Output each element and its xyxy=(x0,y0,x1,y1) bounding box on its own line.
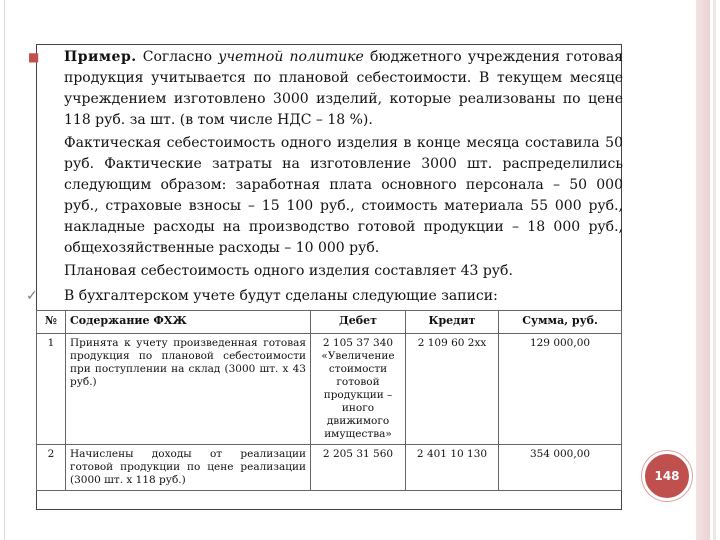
transactions-table xyxy=(36,310,622,491)
planned-cost-paragraph xyxy=(18,261,623,282)
row-number: 1 xyxy=(37,334,66,445)
planned-cost-text: Плановая себестоимость одного изделия составляет 43 руб. xyxy=(64,263,513,279)
entries-intro-paragraph xyxy=(18,286,623,307)
actual-cost-text: Фактическая себестоимость одного изделия в конце месяца составила 50 руб. Фактические затраты на изготовление 3000 шт. распределились следующим образом: заработная плата основного персонала – 50 000 руб., страховые взносы – 15 100 руб., стоимость материала 55 000 руб., накладные расходы на производство готовой продукции – 18 000 руб., общехозяйственные расходы – 10 000 руб. xyxy=(64,135,623,256)
example-text-1: Согласно xyxy=(136,49,219,65)
example-lead: Пример. xyxy=(64,49,137,65)
header-content: Содержание ФХЖ xyxy=(66,311,311,334)
example-paragraph xyxy=(18,47,623,131)
checkmark-icon: ✓ xyxy=(26,288,38,304)
table-header-row xyxy=(37,311,622,334)
header-sum: Сумма, руб. xyxy=(499,311,622,334)
left-edge-line xyxy=(4,0,5,540)
right-decorative-line xyxy=(713,0,716,540)
table-row xyxy=(37,334,622,445)
header-credit: Кредит xyxy=(406,311,499,334)
page-number-badge: 148 xyxy=(642,451,692,501)
accounting-policy-term: учетной политике xyxy=(218,49,364,65)
row-credit: 2 401 10 130 xyxy=(406,445,499,491)
example-text-2: бюджетного учреждения готовая продукция учитывается по плановой себестоимости. В текущем месяце учреждением изготовлено 3000 изделий, которые реализованы по цене 118 руб. за шт. (в том числе НДС – 18 %). xyxy=(64,49,624,128)
header-number: № xyxy=(37,311,66,334)
row-content: Принята к учету произведенная готовая продукция по плановой себестоимости при поступлении на склад (3000 шт. х 43 руб.) xyxy=(66,334,311,445)
row-sum: 354 000,00 xyxy=(499,445,622,491)
square-bullet-icon: ■ xyxy=(28,50,40,64)
actual-cost-paragraph xyxy=(18,133,623,259)
row-debit: 2 205 31 560 xyxy=(311,445,406,491)
row-debit: 2 105 37 340 «Увеличение стоимости готовой продукции – иного движимого имущества» xyxy=(311,334,406,445)
row-content: Начислены доходы от реализации готовой продукции по цене реализации (3000 шт. х 118 руб.) xyxy=(66,445,311,491)
right-decorative-stripe xyxy=(696,0,710,540)
header-debit: Дебет xyxy=(311,311,406,334)
row-number: 2 xyxy=(37,445,66,491)
slide-body xyxy=(18,47,623,307)
entries-intro-text: В бухгалтерском учете будут сделаны следующие записи: xyxy=(64,288,498,304)
table-row xyxy=(37,445,622,491)
row-sum: 129 000,00 xyxy=(499,334,622,445)
row-credit: 2 109 60 2хх xyxy=(406,334,499,445)
